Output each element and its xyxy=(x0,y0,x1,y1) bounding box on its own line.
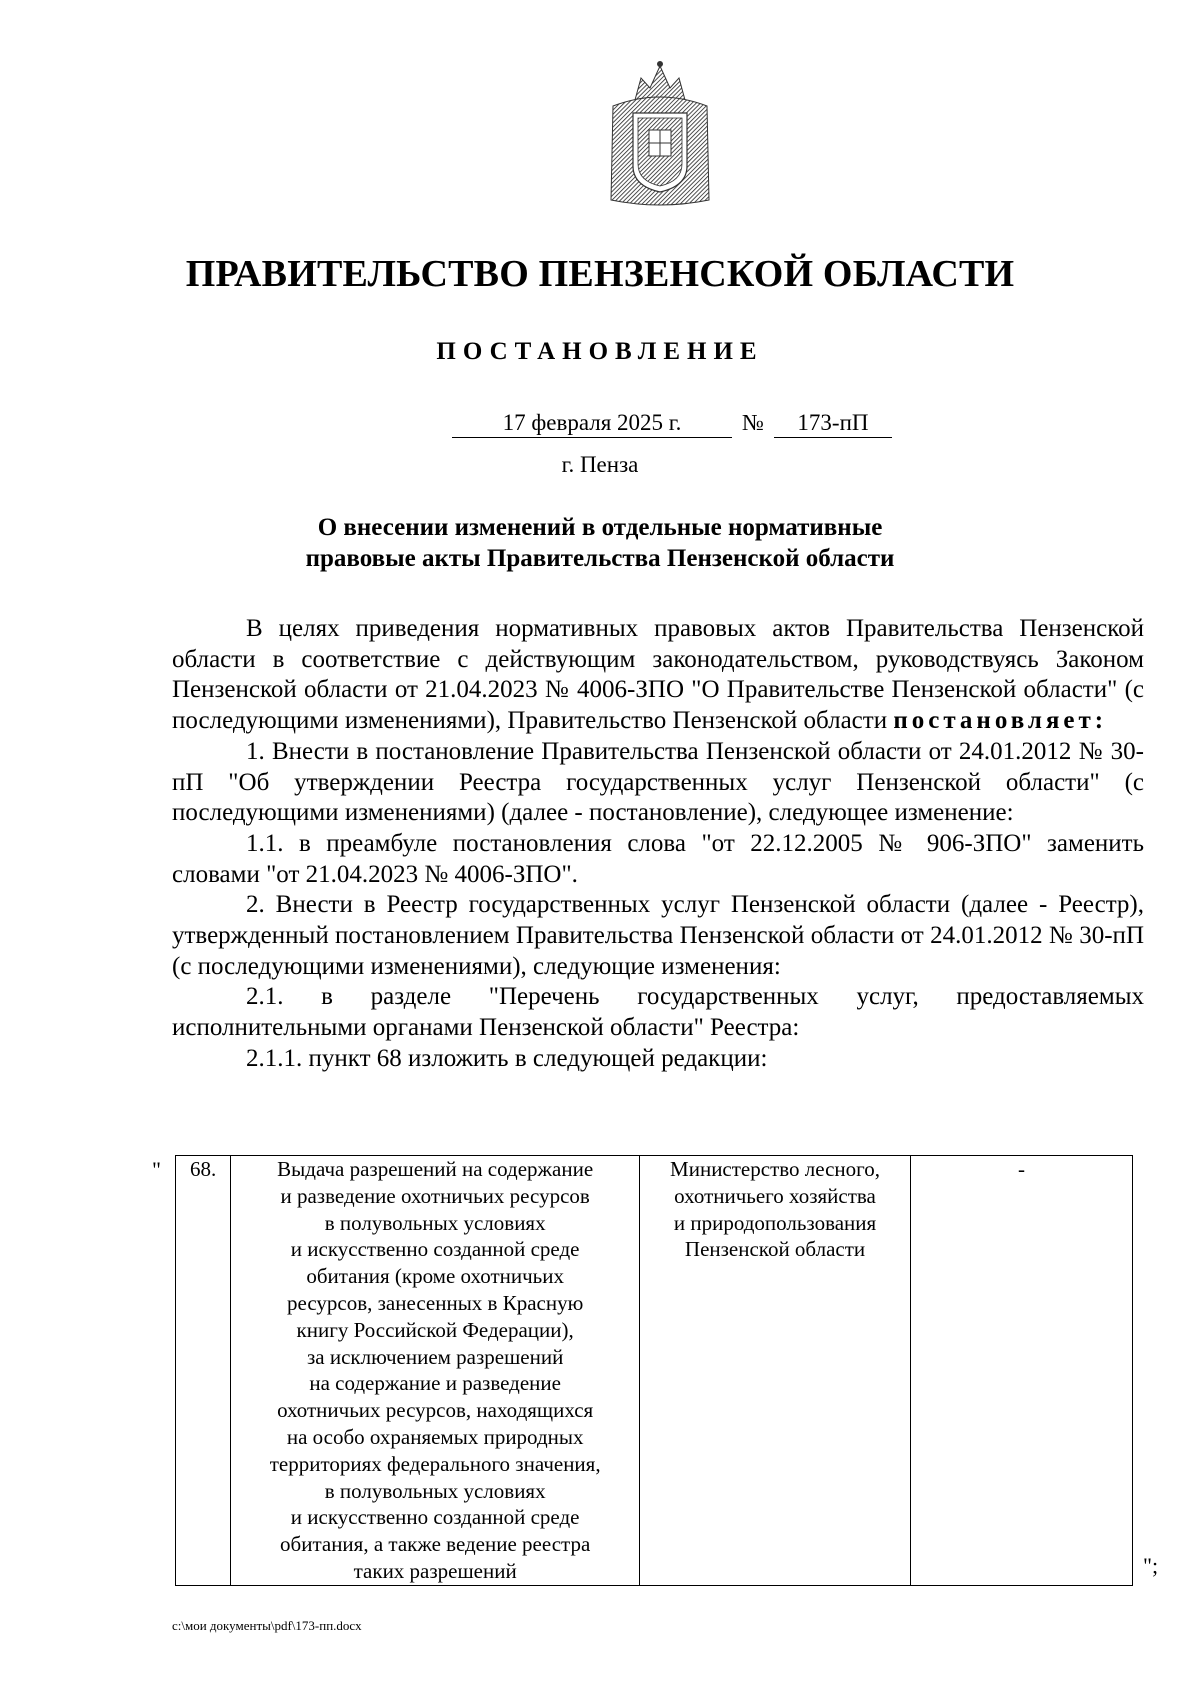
table-row xyxy=(176,1156,1133,1586)
service-line: охотничьих ресурсов, находящихся xyxy=(277,1398,594,1423)
document-date: 17 февраля 2025 г. xyxy=(452,410,732,438)
service-line: ресурсов, занесенных в Красную xyxy=(287,1290,584,1315)
document-type: ПОСТАНОВЛЕНИЕ xyxy=(436,338,764,365)
coat-of-arms-emblem xyxy=(605,58,715,208)
authority-line: и природопользования xyxy=(673,1210,877,1235)
paragraph-1: 1. Внести в постановление Правительства Пензенской области от 24.01.2012 № 30-пП "Об утверждении Реестра государственных услуг Пензенской области" (с последующими изменениями) (далее - постановление), следующее изменение: xyxy=(172,737,1144,827)
document-body xyxy=(172,614,1144,1075)
paragraph-2-1-1: 2.1.1. пункт 68 изложить в следующей редакции: xyxy=(246,1044,768,1072)
preamble-text: В целях приведения нормативных правовых актов Правительства Пензенской области в соответствие с действующим законодательством, руководствуясь Законом Пензенской области от 21.04.2023 № 4006-ЗПО "О Правительстве Пензенской области" (с последующими изменениями), Правительство Пензенской области xyxy=(172,615,1144,735)
date-number-line xyxy=(452,410,892,438)
registry-table xyxy=(175,1155,1133,1586)
service-line: и разведение охотничьих ресурсов xyxy=(280,1183,590,1208)
service-name-cell xyxy=(231,1156,640,1586)
subject-line-1: О внесении изменений в отдельные нормативные xyxy=(317,514,883,541)
extra-cell: - xyxy=(910,1156,1132,1586)
service-line: за исключением разрешений xyxy=(306,1344,564,1369)
service-line: книгу Российской Федерации), xyxy=(296,1317,574,1342)
table-closing-quote: "; xyxy=(1143,1553,1159,1578)
document-subject xyxy=(0,512,1200,574)
service-line: и искусственно созданной среде xyxy=(290,1237,580,1262)
service-line: обитания, а также ведение реестра xyxy=(280,1532,591,1557)
resolves-emphasis: постановляет: xyxy=(893,707,1108,735)
service-line: таких разрешений xyxy=(353,1558,517,1583)
number-sign: № xyxy=(742,410,764,435)
paragraph-2-1: 2.1. в разделе "Перечень государственных услуг, предоставляемых исполнительными органами Пензенской области" Реестра: xyxy=(172,983,1144,1042)
service-line: на особо охраняемых природных xyxy=(286,1424,584,1449)
paragraph-1-1: 1.1. в преамбуле постановления слова "от 22.12.2005 № 906-ЗПО" заменить словами "от 21.04.2023 № 4006-ЗПО". xyxy=(172,829,1144,888)
service-line: на содержание и разведение xyxy=(309,1371,561,1396)
item-number-cell: 68. xyxy=(176,1156,231,1586)
authority-line: Министерство лесного, xyxy=(670,1157,880,1181)
service-line: обитания (кроме охотничьих xyxy=(306,1264,564,1289)
city: г. Пенза xyxy=(561,452,639,477)
file-path-footer: c:\мои документы\pdf\173-пп.docx xyxy=(172,1618,362,1633)
authority-cell xyxy=(640,1156,911,1586)
service-line: и искусственно созданной среде xyxy=(290,1505,580,1530)
authority-line: Пензенской области xyxy=(684,1237,866,1262)
service-line: территориях федерального значения, xyxy=(269,1451,601,1476)
table-opening-quote: " xyxy=(152,1157,161,1182)
service-line: Выдача разрешений на содержание xyxy=(277,1157,594,1181)
authority-line: охотничьего хозяйства xyxy=(674,1183,876,1208)
service-line: в полувольных условиях xyxy=(324,1210,546,1235)
subject-line-2: правовые акты Правительства Пензенской области xyxy=(305,545,895,572)
document-number: 173-пП xyxy=(774,410,892,438)
government-title: ПРАВИТЕЛЬСТВО ПЕНЗЕНСКОЙ ОБЛАСТИ xyxy=(185,253,1015,295)
service-line: в полувольных условиях xyxy=(324,1478,546,1503)
paragraph-2: 2. Внести в Реестр государственных услуг Пензенской области (далее - Реестр), утвержденный постановлением Правительства Пензенской области от 24.01.2012 № 30-пП (с последующими изменениями), следующие изменения: xyxy=(172,891,1144,980)
paragraph-preamble xyxy=(172,614,1144,737)
